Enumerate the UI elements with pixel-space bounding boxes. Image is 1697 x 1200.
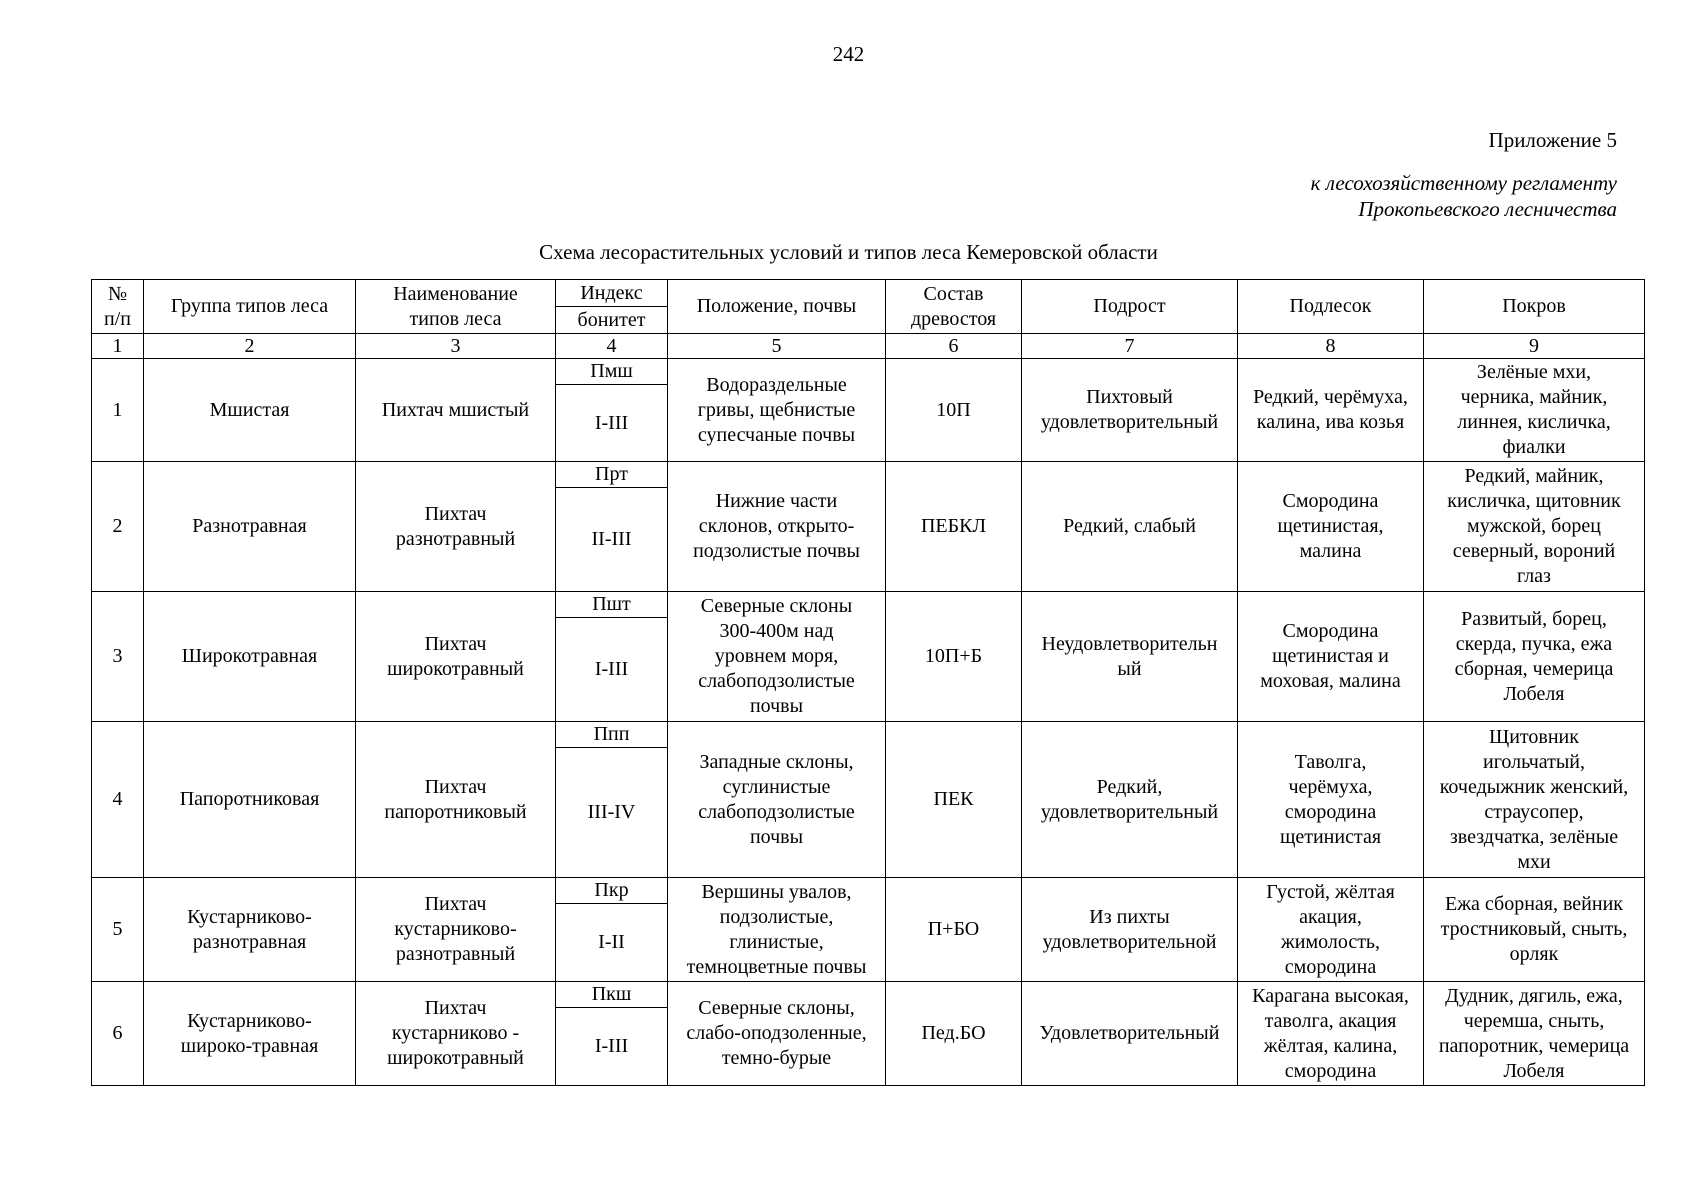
undergrowth-cell: Из пихты удовлетворительной (1022, 878, 1238, 982)
appendix-label: Приложение 5 (1488, 128, 1617, 152)
header-name: Наименование типов леса (356, 280, 556, 334)
forest-group-cell: Кустарниково- широко-травная (144, 982, 356, 1086)
ground-cover-cell: Ежа сборная, вейник тростниковый, сныть, орляк (1424, 878, 1645, 982)
column-number: 4 (556, 334, 668, 359)
bonitet-cell: I-III (556, 618, 668, 722)
forest-group-cell: Мшистая (144, 359, 356, 462)
underbrush-cell: Смородина щетинистая, малина (1238, 462, 1424, 592)
ground-cover-cell: Развитый, борец, скерда, пучка, ежа сборная, чемерица Лобеля (1424, 592, 1645, 722)
table-row (92, 722, 1645, 748)
stand-composition-cell: Пед.БО (886, 982, 1022, 1086)
forest-group-cell: Папоротниковая (144, 722, 356, 878)
forest-type-name-cell: Пихтач кустарниково- разнотравный (356, 878, 556, 982)
header-row (92, 280, 1645, 307)
row-number-cell: 6 (92, 982, 144, 1086)
table-title: Схема лесорастительных условий и типов леса Кемеровской области (539, 240, 1158, 264)
undergrowth-cell: Удовлетворительный (1022, 982, 1238, 1086)
forest-type-name-cell: Пихтач папоротниковый (356, 722, 556, 878)
forest-type-name-cell: Пихтач мшистый (356, 359, 556, 462)
column-numbers-row (92, 334, 1645, 359)
forest-type-name-cell: Пихтач широкотравный (356, 592, 556, 722)
forest-types-table (91, 279, 1645, 1086)
bonitet-cell: III-IV (556, 748, 668, 878)
underbrush-cell: Редкий, черёмуха, калина, ива козья (1238, 359, 1424, 462)
index-code-cell: Пмш (556, 359, 668, 385)
undergrowth-cell: Пихтовый удовлетворительный (1022, 359, 1238, 462)
column-number: 9 (1424, 334, 1645, 359)
index-code-cell: Пшт (556, 592, 668, 618)
ground-cover-cell: Дудник, дягиль, ежа, черемша, сныть, папоротник, чемерица Лобеля (1424, 982, 1645, 1086)
bonitet-cell: I-III (556, 385, 668, 462)
position-soil-cell: Западные склоны, суглинистые слабоподзолистые почвы (668, 722, 886, 878)
position-soil-cell: Нижние части склонов, открыто- подзолистые почвы (668, 462, 886, 592)
header-undergrowth: Подрост (1022, 280, 1238, 334)
column-number: 2 (144, 334, 356, 359)
bonitet-cell: I-III (556, 1008, 668, 1086)
table-row (92, 592, 1645, 618)
ground-cover-cell: Зелёные мхи, черника, майник, линнея, кисличка, фиалки (1424, 359, 1645, 462)
underbrush-cell: Густой, жёлтая акация, жимолость, смородина (1238, 878, 1424, 982)
position-soil-cell: Водораздельные гривы, щебнистые супесчаные почвы (668, 359, 886, 462)
position-soil-cell: Северные склоны, слабо-оподзоленные, темно-бурые (668, 982, 886, 1086)
forest-group-cell: Кустарниково- разнотравная (144, 878, 356, 982)
column-number: 8 (1238, 334, 1424, 359)
header-index: Индекс (556, 280, 668, 307)
page-number: 242 (832, 42, 865, 66)
subtitle-line: Прокопьевского лесничества (1358, 197, 1617, 221)
row-number-cell: 4 (92, 722, 144, 878)
forest-group-cell: Широкотравная (144, 592, 356, 722)
row-number-cell: 2 (92, 462, 144, 592)
row-number-cell: 5 (92, 878, 144, 982)
stand-composition-cell: 10П+Б (886, 592, 1022, 722)
index-code-cell: Прт (556, 462, 668, 488)
appendix-subtitle (1311, 170, 1617, 222)
subtitle-line: к лесохозяйственному регламенту (1310, 171, 1617, 195)
header-underbrush: Подлесок (1238, 280, 1424, 334)
index-code-cell: Ппп (556, 722, 668, 748)
stand-composition-cell: ПЕК (886, 722, 1022, 878)
forest-type-name-cell: Пихтач кустарниково - широкотравный (356, 982, 556, 1086)
header-num: № п/п (92, 280, 144, 334)
forest-type-name-cell: Пихтач разнотравный (356, 462, 556, 592)
index-code-cell: Пкр (556, 878, 668, 904)
bonitet-cell: I-II (556, 904, 668, 982)
header-bonitet: бонитет (556, 307, 668, 334)
table-row (92, 982, 1645, 1008)
underbrush-cell: Карагана высокая, таволга, акация жёлтая, калина, смородина (1238, 982, 1424, 1086)
undergrowth-cell: Редкий, удовлетворительный (1022, 722, 1238, 878)
table-row (92, 359, 1645, 385)
underbrush-cell: Смородина щетинистая и моховая, малина (1238, 592, 1424, 722)
column-number: 7 (1022, 334, 1238, 359)
position-soil-cell: Северные склоны 300-400м над уровнем моря, слабоподзолистые почвы (668, 592, 886, 722)
table-row (92, 462, 1645, 488)
column-number: 3 (356, 334, 556, 359)
index-code-cell: Пкш (556, 982, 668, 1008)
header-cover: Покров (1424, 280, 1645, 334)
position-soil-cell: Вершины увалов, подзолистые, глинистые, темноцветные почвы (668, 878, 886, 982)
stand-composition-cell: 10П (886, 359, 1022, 462)
stand-composition-cell: ПЕБКЛ (886, 462, 1022, 592)
undergrowth-cell: Редкий, слабый (1022, 462, 1238, 592)
header-group: Группа типов леса (144, 280, 356, 334)
column-number: 6 (886, 334, 1022, 359)
column-number: 1 (92, 334, 144, 359)
ground-cover-cell: Щитовник игольчатый, кочедыжник женский, страусопер, звездчатка, зелёные мхи (1424, 722, 1645, 878)
ground-cover-cell: Редкий, майник, кисличка, щитовник мужской, борец северный, вороний глаз (1424, 462, 1645, 592)
underbrush-cell: Таволга, черёмуха, смородина щетинистая (1238, 722, 1424, 878)
table-row (92, 878, 1645, 904)
row-number-cell: 1 (92, 359, 144, 462)
header-position: Положение, почвы (668, 280, 886, 334)
stand-composition-cell: П+БО (886, 878, 1022, 982)
row-number-cell: 3 (92, 592, 144, 722)
bonitet-cell: II-III (556, 488, 668, 592)
forest-group-cell: Разнотравная (144, 462, 356, 592)
undergrowth-cell: Неудовлетворительн ый (1022, 592, 1238, 722)
header-composition: Состав древостоя (886, 280, 1022, 334)
column-number: 5 (668, 334, 886, 359)
